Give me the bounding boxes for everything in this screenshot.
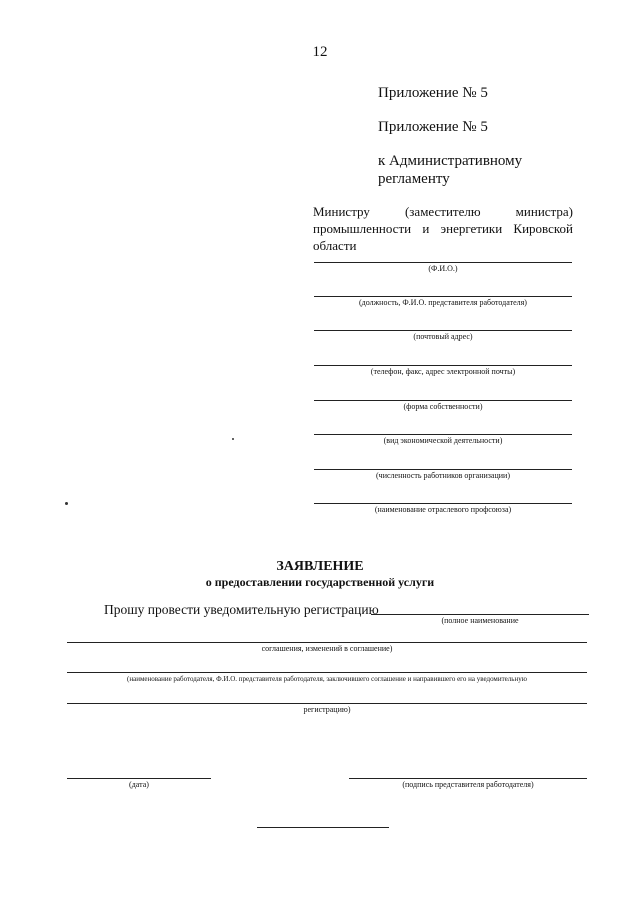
contacts-line[interactable] [314, 365, 572, 366]
employer-line[interactable] [67, 672, 587, 673]
contacts-caption: (телефон, факс, адрес электронной почты) [370, 367, 516, 376]
union-caption: (наименование отраслевого профсоюза) [374, 505, 512, 514]
signature-line[interactable] [349, 778, 587, 779]
headcount-caption: (численность работников организации) [376, 471, 510, 480]
appendix-line-1: Приложение № 5 [378, 85, 488, 101]
agreement-caption: соглашения, изменений в соглашение) [261, 644, 393, 653]
appendix-line-4: регламенту [378, 171, 450, 187]
activity-line[interactable] [314, 434, 572, 435]
headcount-line[interactable] [314, 469, 572, 470]
activity-caption: (вид экономической деятельности) [383, 436, 503, 445]
full-name-caption: (полное наименование [441, 616, 519, 625]
appendix-line-2: Приложение № 5 [378, 119, 488, 135]
signature-caption: (подпись представителя работодателя) [402, 780, 534, 789]
date-line[interactable] [67, 778, 211, 779]
closing-rule [257, 827, 389, 828]
registration-line[interactable] [67, 703, 587, 704]
page-number: 12 [312, 44, 328, 60]
addressee: Министру (заместителю министра) промышленности и энергетики Кировской области [313, 204, 573, 253]
scan-mark [65, 502, 68, 505]
full-name-line[interactable] [371, 614, 589, 615]
union-line[interactable] [314, 503, 572, 504]
ownership-caption: (форма собственности) [403, 402, 483, 411]
document-title: ЗАЯВЛЕНИЕ [276, 559, 364, 574]
fio-caption: (Ф.И.О.) [428, 264, 458, 273]
fio-line[interactable] [314, 262, 572, 263]
position-caption: (должность, Ф.И.О. представителя работодателя) [359, 298, 527, 307]
postal-address-line[interactable] [314, 330, 572, 331]
request-text: Прошу провести уведомительную регистрацию [104, 602, 379, 617]
agreement-line[interactable] [67, 642, 587, 643]
scan-mark [232, 438, 234, 440]
date-caption: (дата) [129, 780, 149, 789]
position-line[interactable] [314, 296, 572, 297]
registration-caption: регистрацию) [303, 705, 351, 714]
ownership-line[interactable] [314, 400, 572, 401]
postal-address-caption: (почтовый адрес) [413, 332, 473, 341]
document-subtitle: о предоставлении государственной услуги [205, 575, 435, 589]
appendix-line-3: к Административному [378, 153, 523, 169]
employer-caption: (наименование работодателя, Ф.И.О. представителя работодателя, заключившего соглашение и направившего его на уведомительную [127, 675, 527, 683]
